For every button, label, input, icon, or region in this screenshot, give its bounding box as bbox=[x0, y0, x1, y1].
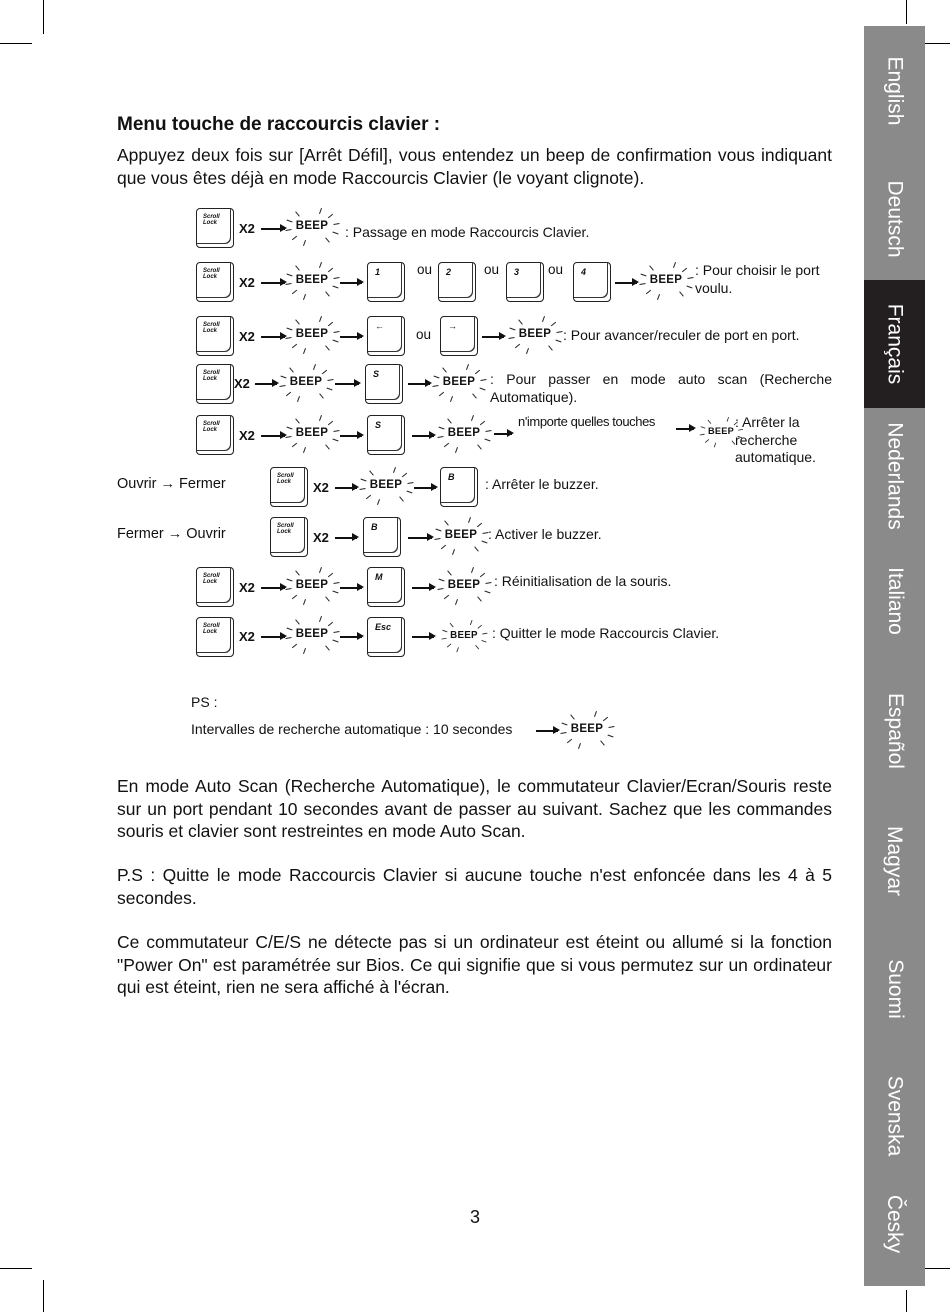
or-label: ou bbox=[416, 327, 432, 342]
beep-ray bbox=[594, 711, 597, 717]
section-heading: Menu touche de raccourcis clavier : bbox=[117, 114, 441, 135]
tab-deutsch[interactable] bbox=[864, 161, 925, 276]
beep-ray bbox=[291, 443, 296, 448]
tab-magyar[interactable] bbox=[864, 811, 925, 911]
key-label: Scroll Lock bbox=[203, 573, 220, 585]
arrow-icon bbox=[261, 282, 285, 284]
beep-label: BEEP bbox=[450, 630, 478, 641]
scroll-lock-key bbox=[196, 617, 234, 657]
key-label: Scroll Lock bbox=[277, 523, 294, 535]
beep-ray bbox=[319, 208, 322, 214]
beep-icon bbox=[285, 262, 339, 302]
arrow-icon bbox=[335, 487, 357, 489]
beep-label: BEEP bbox=[369, 479, 403, 491]
beep-ray bbox=[476, 645, 480, 649]
beep-ray bbox=[657, 294, 660, 300]
crop-mark bbox=[43, 1280, 44, 1312]
tab-label: Suomi bbox=[883, 958, 907, 1019]
beep-ray bbox=[470, 620, 473, 625]
beep-ray bbox=[402, 473, 407, 478]
beep-ray bbox=[443, 595, 448, 600]
arrow-icon bbox=[408, 383, 430, 385]
beep-icon bbox=[560, 711, 614, 751]
tab-svenska[interactable] bbox=[864, 1061, 925, 1171]
tab-label: Nederlands bbox=[883, 422, 907, 530]
scroll-lock-key bbox=[196, 262, 234, 302]
row1-description: : Passage en mode Raccourcis Clavier. bbox=[345, 224, 590, 240]
beep-ray bbox=[475, 370, 480, 375]
key-label: B bbox=[371, 522, 378, 532]
beep-ray bbox=[303, 240, 306, 246]
arrow-icon bbox=[340, 587, 362, 589]
beep-icon bbox=[279, 364, 333, 404]
beep-ray bbox=[291, 290, 296, 295]
scroll-lock-key bbox=[196, 415, 234, 455]
tab-label: Deutsch bbox=[883, 179, 907, 258]
beep-icon bbox=[437, 567, 491, 607]
left-arrow-key bbox=[367, 316, 405, 356]
tab-espanol[interactable] bbox=[864, 681, 925, 781]
beep-ray bbox=[328, 322, 333, 327]
arrow-icon bbox=[412, 435, 434, 437]
beep-ray bbox=[328, 214, 333, 219]
key-label: Scroll Lock bbox=[203, 214, 220, 226]
row7-label: Fermer → Ouvrir bbox=[117, 526, 226, 542]
scroll-lock-key bbox=[196, 316, 234, 356]
beep-ray bbox=[480, 573, 485, 578]
beep-ray bbox=[400, 496, 405, 501]
beep-ray bbox=[680, 291, 685, 296]
x2-label: X2 bbox=[313, 530, 329, 545]
beep-ray bbox=[328, 622, 333, 627]
language-tab-bar bbox=[864, 26, 925, 1286]
beep-ray bbox=[393, 467, 396, 473]
scroll-lock-key bbox=[196, 208, 234, 248]
beep-ray bbox=[285, 392, 290, 397]
crop-mark bbox=[0, 1268, 32, 1269]
beep-ray bbox=[673, 262, 676, 268]
key-label: 3 bbox=[514, 267, 520, 277]
tab-label: Español bbox=[883, 693, 907, 769]
page-number: 3 bbox=[469, 1207, 480, 1227]
arrow-icon bbox=[340, 435, 362, 437]
key-label: B bbox=[448, 472, 455, 482]
beep-label: BEEP bbox=[295, 579, 329, 591]
beep-ray bbox=[319, 616, 322, 622]
beep-ray bbox=[450, 396, 453, 402]
row6-label: Ouvrir → Fermer bbox=[117, 476, 226, 492]
beep-label: BEEP bbox=[444, 529, 478, 541]
beep-icon bbox=[508, 316, 562, 356]
beep-label: BEEP bbox=[289, 376, 323, 388]
arrow-icon bbox=[414, 487, 436, 489]
crop-mark bbox=[906, 1290, 907, 1312]
tab-suomi[interactable] bbox=[864, 941, 925, 1036]
key-label: 2 bbox=[446, 267, 452, 277]
key-label: M bbox=[375, 572, 383, 582]
m-key bbox=[367, 567, 405, 607]
beep-ray bbox=[289, 367, 294, 372]
scroll-lock-key bbox=[270, 517, 308, 557]
arrow-icon bbox=[335, 383, 359, 385]
tab-english[interactable] bbox=[864, 36, 925, 146]
key-label: 4 bbox=[581, 267, 587, 277]
beep-ray bbox=[320, 393, 325, 398]
arrow-icon bbox=[412, 636, 434, 638]
beep-icon bbox=[432, 364, 486, 404]
beep-ray bbox=[447, 570, 452, 575]
beep-ray bbox=[452, 549, 455, 555]
beep-ray bbox=[377, 499, 380, 505]
key-4 bbox=[573, 262, 611, 302]
beep-ray bbox=[297, 396, 300, 402]
beep-label: BEEP bbox=[570, 723, 604, 735]
crop-mark bbox=[925, 43, 950, 44]
row5-description: : Arrêter la recherche automatique. bbox=[735, 414, 816, 465]
beep-ray bbox=[291, 236, 296, 241]
beep-ray bbox=[328, 268, 333, 273]
x2-label: X2 bbox=[239, 221, 255, 236]
beep-label: BEEP bbox=[295, 328, 329, 340]
x2-label: X2 bbox=[239, 629, 255, 644]
beep-label: BEEP bbox=[295, 628, 329, 640]
beep-ray bbox=[443, 443, 448, 448]
beep-ray bbox=[328, 573, 333, 578]
or-label: ou bbox=[548, 262, 564, 277]
beep-ray bbox=[303, 599, 306, 605]
beep-ray bbox=[295, 319, 300, 324]
tab-label: Italiano bbox=[883, 567, 907, 635]
key-label: Scroll Lock bbox=[277, 473, 294, 485]
beep-label: BEEP bbox=[447, 579, 481, 591]
key-2 bbox=[438, 262, 476, 302]
beep-ray bbox=[471, 415, 474, 421]
tab-label: Magyar bbox=[883, 825, 907, 897]
beep-icon bbox=[359, 467, 413, 507]
key-label: Scroll Lock bbox=[203, 322, 220, 334]
s-key bbox=[367, 415, 405, 455]
beep-ray bbox=[480, 421, 485, 426]
beep-ray bbox=[549, 345, 554, 350]
beep-ray bbox=[303, 294, 306, 300]
arrow-icon bbox=[261, 336, 285, 338]
beep-icon bbox=[441, 620, 487, 654]
beep-ray bbox=[295, 211, 300, 216]
beep-ray bbox=[551, 322, 556, 327]
arrow-icon bbox=[255, 383, 277, 385]
beep-ray bbox=[328, 421, 333, 426]
beep-ray bbox=[322, 370, 327, 375]
beep-icon bbox=[285, 567, 339, 607]
beep-icon bbox=[285, 208, 339, 248]
beep-label: BEEP bbox=[447, 427, 481, 439]
arrow-icon bbox=[261, 587, 285, 589]
row6-description: : Arrêter le buzzer. bbox=[485, 476, 599, 492]
right-arrow-key bbox=[440, 316, 478, 356]
row9-description: : Quitter le mode Raccourcis Clavier. bbox=[492, 625, 720, 641]
beep-ray bbox=[566, 739, 571, 744]
beep-ray bbox=[319, 415, 322, 421]
beep-ray bbox=[468, 517, 471, 523]
beep-icon bbox=[285, 415, 339, 455]
key-label: S bbox=[373, 369, 380, 379]
beep-ray bbox=[578, 743, 581, 749]
beep-ray bbox=[649, 265, 654, 270]
b-key bbox=[363, 517, 401, 557]
beep-ray bbox=[570, 714, 575, 719]
row4-description: : Pour passer en mode auto scan (Recherche Automatique). bbox=[490, 371, 832, 405]
beep-ray bbox=[326, 237, 331, 242]
x2-label: X2 bbox=[239, 329, 255, 344]
beep-ray bbox=[645, 290, 650, 295]
beep-ray bbox=[295, 265, 300, 270]
beep-ray bbox=[449, 623, 453, 627]
beep-ray bbox=[456, 647, 459, 652]
beep-ray bbox=[313, 364, 316, 370]
beep-label: BEEP bbox=[649, 274, 683, 286]
beep-label: BEEP bbox=[295, 220, 329, 232]
key-label: → bbox=[448, 321, 457, 331]
scroll-lock-key bbox=[196, 364, 234, 404]
beep-ray bbox=[295, 570, 300, 575]
beep-ray bbox=[326, 596, 331, 601]
beep-ray bbox=[369, 470, 374, 475]
crop-mark bbox=[0, 43, 32, 44]
arrow-icon bbox=[261, 636, 285, 638]
beep-ray bbox=[326, 291, 331, 296]
or-label: ou bbox=[417, 262, 433, 277]
beep-ray bbox=[447, 643, 451, 647]
b-key bbox=[440, 467, 478, 507]
x2-label: X2 bbox=[239, 580, 255, 595]
x2-label: X2 bbox=[313, 480, 329, 495]
beep-ray bbox=[475, 546, 480, 551]
or-label: ou bbox=[484, 262, 500, 277]
beep-ray bbox=[455, 599, 458, 605]
key-label: Scroll Lock bbox=[203, 623, 220, 635]
row8-description: : Réinitialisation de la souris. bbox=[494, 573, 672, 589]
tab-label: Česky bbox=[883, 1194, 907, 1253]
arrow-icon bbox=[340, 636, 362, 638]
arrow-icon bbox=[536, 730, 558, 732]
tab-italiano[interactable] bbox=[864, 551, 925, 651]
beep-ray bbox=[478, 444, 483, 449]
key-1 bbox=[367, 262, 405, 302]
arrow-icon bbox=[412, 587, 434, 589]
s-key bbox=[365, 364, 403, 404]
beep-icon bbox=[639, 262, 693, 302]
row7-description: : Activer le buzzer. bbox=[488, 526, 602, 542]
row2-description: : Pour choisir le port voulu. bbox=[695, 262, 820, 296]
intro-paragraph: Appuyez deux fois sur [Arrêt Défil], vous entendez un beep de confirmation vous indiquant que vous êtes déjà en mode Raccourcis Clavier (le voyant clignote). bbox=[117, 145, 832, 188]
arrow-icon bbox=[615, 282, 637, 284]
beep-ray bbox=[473, 393, 478, 398]
arrow-icon bbox=[494, 433, 512, 435]
crop-mark bbox=[906, 0, 907, 24]
arrow-icon bbox=[676, 428, 694, 430]
beep-label: BEEP bbox=[295, 274, 329, 286]
arrow-icon bbox=[482, 336, 504, 338]
arrow-icon bbox=[340, 336, 362, 338]
key-label: Scroll Lock bbox=[203, 421, 220, 433]
ps-title: PS : bbox=[191, 694, 218, 710]
beep-ray bbox=[291, 344, 296, 349]
key-label: 1 bbox=[375, 267, 381, 277]
beep-label: BEEP bbox=[295, 427, 329, 439]
beep-ray bbox=[478, 625, 482, 629]
beep-ray bbox=[705, 439, 709, 443]
beep-icon bbox=[434, 517, 488, 557]
beep-label: BEEP bbox=[442, 376, 476, 388]
key-label: S bbox=[375, 420, 382, 430]
beep-ray bbox=[444, 520, 449, 525]
any-keys-label: n'importe quelles touches bbox=[518, 414, 656, 429]
beep-ray bbox=[438, 392, 443, 397]
beep-ray bbox=[326, 345, 331, 350]
beep-ray bbox=[291, 644, 296, 649]
x2-label: X2 bbox=[234, 376, 250, 391]
beep-ray bbox=[319, 262, 322, 268]
esc-key bbox=[367, 617, 405, 657]
key-label: Scroll Lock bbox=[203, 268, 220, 280]
beep-ray bbox=[466, 364, 469, 370]
arrow-icon bbox=[261, 435, 285, 437]
beep-icon bbox=[285, 616, 339, 656]
scroll-lock-key bbox=[270, 467, 308, 507]
arrow-icon bbox=[340, 282, 362, 284]
beep-ray bbox=[326, 444, 331, 449]
tab-label: Svenska bbox=[883, 1075, 907, 1157]
beep-ray bbox=[303, 447, 306, 453]
beep-ray bbox=[365, 495, 370, 500]
key-label: ← bbox=[375, 321, 384, 331]
beep-ray bbox=[514, 344, 519, 349]
beep-ray bbox=[601, 740, 606, 745]
beep-ray bbox=[707, 420, 711, 424]
beep-ray bbox=[518, 319, 523, 324]
beep-icon bbox=[285, 316, 339, 356]
beep-ray bbox=[295, 619, 300, 624]
beep-ray bbox=[442, 367, 447, 372]
beep-ray bbox=[440, 545, 445, 550]
beep-ray bbox=[477, 523, 482, 528]
beep-ray bbox=[326, 645, 331, 650]
beep-label: BEEP bbox=[518, 328, 552, 340]
tab-nederlands[interactable] bbox=[864, 412, 925, 540]
beep-ray bbox=[319, 316, 322, 322]
tab-label: Français bbox=[883, 303, 907, 385]
ps-paragraph: P.S : Quitte le mode Raccourcis Clavier si aucune touche n'est enfoncée dans les 4 à 5 secondes. bbox=[117, 865, 832, 908]
beep-icon bbox=[437, 415, 491, 455]
tab-francais[interactable] bbox=[864, 280, 925, 408]
beep-ray bbox=[603, 717, 608, 722]
x2-label: X2 bbox=[239, 428, 255, 443]
beep-ray bbox=[303, 348, 306, 354]
key-label: Scroll Lock bbox=[203, 370, 220, 382]
beep-ray bbox=[526, 348, 529, 354]
crop-mark bbox=[925, 1268, 950, 1269]
key-3 bbox=[506, 262, 544, 302]
arrow-icon bbox=[408, 537, 432, 539]
key-label: Esc bbox=[375, 622, 392, 632]
scroll-lock-key bbox=[196, 567, 234, 607]
beep-ray bbox=[714, 443, 716, 448]
beep-ray bbox=[478, 596, 483, 601]
power-on-paragraph: Ce commutateur C/E/S ne détecte pas si un ordinateur est éteint ou allumé si la fonction "Power On" est paramétrée sur Bios. Ce qui signifie que si vous permutez sur un ordinateur qui est éteint, rien ne sera affiché à l'écran. bbox=[117, 932, 832, 997]
beep-label: BEEP bbox=[707, 426, 735, 437]
beep-ray bbox=[471, 567, 474, 573]
beep-ray bbox=[727, 417, 729, 422]
beep-ray bbox=[542, 316, 545, 322]
auto-scan-paragraph: En mode Auto Scan (Recherche Automatique), le commutateur Clavier/Ecran/Souris reste sur un port pendant 10 secondes avant de passer au suivant. Sachez que les commandes souris et clavier sont restreintes en mode Auto Scan. bbox=[117, 776, 832, 841]
beep-ray bbox=[295, 418, 300, 423]
beep-ray bbox=[455, 447, 458, 453]
arrow-icon bbox=[335, 537, 357, 539]
beep-ray bbox=[447, 418, 452, 423]
row3-description: : Pour avancer/reculer de port en port. bbox=[563, 327, 800, 343]
beep-ray bbox=[319, 567, 322, 573]
crop-mark bbox=[43, 0, 44, 34]
tab-label: English bbox=[883, 56, 907, 126]
beep-ray bbox=[303, 648, 306, 654]
ps-text: Intervalles de recherche automatique : 10 secondes bbox=[191, 721, 513, 737]
beep-ray bbox=[291, 595, 296, 600]
arrow-icon bbox=[261, 228, 285, 230]
x2-label: X2 bbox=[239, 275, 255, 290]
beep-ray bbox=[682, 268, 687, 273]
